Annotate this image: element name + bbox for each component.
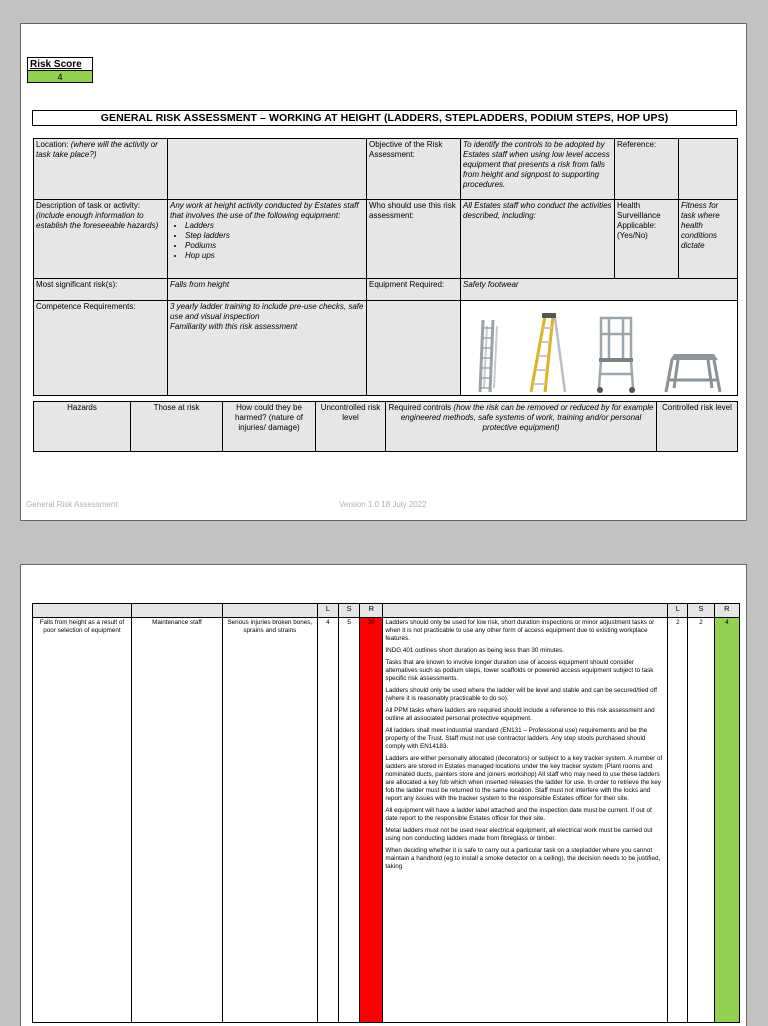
those-at-risk-header: Those at risk — [131, 402, 223, 452]
header-controlled-r: R — [714, 604, 739, 618]
risks-label: Most significant risk(s): — [34, 279, 168, 301]
location-value-cell — [168, 139, 367, 200]
competence-row — [34, 301, 738, 396]
competence-spacer — [367, 301, 461, 396]
objective-label: Objective of the Risk Assessment: — [367, 139, 461, 200]
reference-label: Reference: — [615, 139, 679, 200]
controlled-risk-header: Controlled risk level — [657, 402, 738, 452]
controlled-severity-cell: 2 — [688, 618, 714, 1023]
header-controlled-l: L — [668, 604, 688, 618]
header-blank-harm — [222, 604, 317, 618]
table-row — [33, 618, 740, 1023]
control-item: All equipment will have a ladder label attached and the inspection date must be current. If out of date report to the responsible Estates officer for their site. — [385, 807, 652, 822]
health-label: Health Surveillance Applicable: (Yes/No) — [615, 200, 679, 279]
description-text-cell — [168, 200, 367, 279]
at-risk-cell: Maintenance staff — [131, 618, 222, 1023]
risk-score-value: 4 — [27, 70, 93, 83]
control-item: Metal ladders must not be used near electrical equipment, all electrical work must be carried out using non conducting ladders made from fibreglass or timber. — [385, 827, 653, 842]
equipment-list — [170, 221, 364, 261]
required-controls-header — [386, 402, 657, 452]
control-item: Ladders should only be used for low risk, short duration inspections or minor adjustment tasks or when it is not practicable to use any other form of access equipment due to existing workplace features. — [385, 619, 655, 642]
objective-text: To identify the controls to be adopted by Estates staff when using low level access equipment that presents a risk from falls from height and signpost to supporting procedures. — [461, 139, 615, 200]
description-text: Any work at height activity conducted by Estates staff that involves the use of the following equipment: — [170, 201, 359, 220]
step-ladder-image — [527, 312, 567, 394]
harmed-header: How could they be harmed? (nature of injuries/ damage) — [223, 402, 316, 452]
equipment-list-item: • Step ladders — [185, 231, 364, 241]
equipment-list-item: • Ladders — [185, 221, 364, 231]
podium-step-image — [593, 314, 639, 394]
competence-text-cell — [168, 301, 367, 396]
control-item: All ladders shall meet industrial standard (EN131 – Professional use) requirements and be the property of the Trust. Staff must not use contractor ladders. Any step stools purchased should comply with EN14183. — [385, 727, 648, 750]
severity-cell: 5 — [339, 618, 360, 1023]
document-page-1 — [20, 23, 747, 521]
reference-value — [679, 139, 738, 200]
risk-table-header-row — [33, 604, 740, 618]
document-title: GENERAL RISK ASSESSMENT – WORKING AT HEIGHT (LADDERS, STEPLADDERS, PODIUM STEPS, HOP UPS) — [32, 110, 737, 126]
header-blank-at-risk — [131, 604, 222, 618]
hop-up-image — [664, 350, 722, 394]
who-text: All Estates staff who conduct the activities described, including: — [461, 200, 615, 279]
header-blank-hazard — [33, 604, 132, 618]
likelihood-cell: 4 — [317, 618, 338, 1023]
header-s: S — [339, 604, 360, 618]
control-item: Ladders are either personally allocated (decorators) or subject to a key tracker system. A number of ladders are stored in Estates managed locations under the key tracker system (Plant rooms and nominated ducts, painters store and joiners workshop) All staff who may need to use these ladders are allocated a key fob which when inserted releases the ladder for use. In order to retrieve the key fob the ladder must be returned to the same location. Staff must not interfere with the locks and report any issues with the tracker system to the responsible Estates officer for their site. — [385, 755, 663, 802]
header-controlled-s: S — [688, 604, 714, 618]
hazard-header-row — [34, 402, 738, 452]
uncontrolled-risk-header: Uncontrolled risk level — [316, 402, 386, 452]
description-label-cell — [34, 200, 168, 279]
harm-cell: Serious injuries broken bones, sprains and strains — [222, 618, 317, 1023]
location-label: Location: — [36, 140, 71, 149]
who-label: Who should use this risk assessment: — [367, 200, 461, 279]
hazards-header: Hazards — [34, 402, 131, 452]
control-item: Tasks that are known to involve longer duration use of access equipment should consider alternatives such as podium steps, tower scaffolds or powered access equipment subject to task specific risk assessments. — [385, 659, 654, 682]
equipment-images — [463, 302, 735, 394]
footer-left-text: General Risk Assessment — [26, 500, 118, 509]
assessment-info-table — [33, 138, 738, 396]
control-item: INDG 401 outlines short duration as being less than 30 minutes. — [385, 647, 564, 654]
description-hint: (include enough information to establish the foreseeable hazards) — [36, 211, 159, 230]
required-controls-label: Required controls — [388, 403, 454, 412]
description-row — [34, 200, 738, 279]
controls-cell — [383, 618, 668, 1023]
competence-line-1: 3 yearly ladder training to include pre-use checks, safe use and visual inspection — [170, 302, 364, 321]
header-l: L — [317, 604, 338, 618]
control-item: Ladders should only be used where the ladder will be level and stable and can be secured/tied off (where it is reasonably practicable to do so). — [385, 687, 657, 702]
equipment-list-item: • Podiums — [185, 241, 364, 251]
risks-row — [34, 279, 738, 301]
hazard-header-table — [33, 401, 738, 452]
risk-score-label: Risk Score — [27, 57, 93, 70]
extension-ladder-image — [476, 318, 502, 394]
health-text: Fitness for task where health conditions dictate — [679, 200, 738, 279]
location-label-cell — [34, 139, 168, 200]
competence-label: Competence Requirements: — [34, 301, 168, 396]
document-page-2 — [20, 564, 747, 1026]
equipment-images-cell — [461, 301, 738, 396]
description-label: Description of task or activity: — [36, 201, 141, 210]
required-controls-hint: (how the risk can be removed or reduced by for example engineered methods, safe systems of work, training and/or personal protective equipment) — [400, 403, 654, 432]
equipment-text: Safety footwear — [461, 279, 738, 301]
controlled-risk-rating-cell: 4 — [714, 618, 739, 1023]
equipment-list-item: • Hop ups — [185, 251, 364, 261]
location-row — [34, 139, 738, 200]
controlled-likelihood-cell: 2 — [668, 618, 688, 1023]
competence-line-2: Familiarity with this risk assessment — [170, 322, 298, 331]
header-r: R — [360, 604, 383, 618]
control-item: All PPM tasks where ladders are required should include a reference to this risk assessment and outline all associated personal protective equipment. — [385, 707, 655, 722]
risk-assessment-table — [32, 603, 740, 1023]
location-hint: (where will the activity or task take place?) — [36, 140, 158, 159]
footer-version-text: Version 1.0 18 July 2022 — [339, 500, 427, 509]
risks-text: Falls from height — [168, 279, 367, 301]
hazard-cell: Falls from height as a result of poor selection of equipment — [33, 618, 132, 1023]
control-item: When deciding whether it is safe to carry out a particular task on a stepladder where you cannot maintain a handhold (eg to install a smoke detector on a ceiling), the decision needs to be justified, taking — [385, 847, 661, 870]
equipment-label: Equipment Required: — [367, 279, 461, 301]
risk-rating-cell: 20 — [360, 618, 383, 1023]
header-blank-controls — [383, 604, 668, 618]
